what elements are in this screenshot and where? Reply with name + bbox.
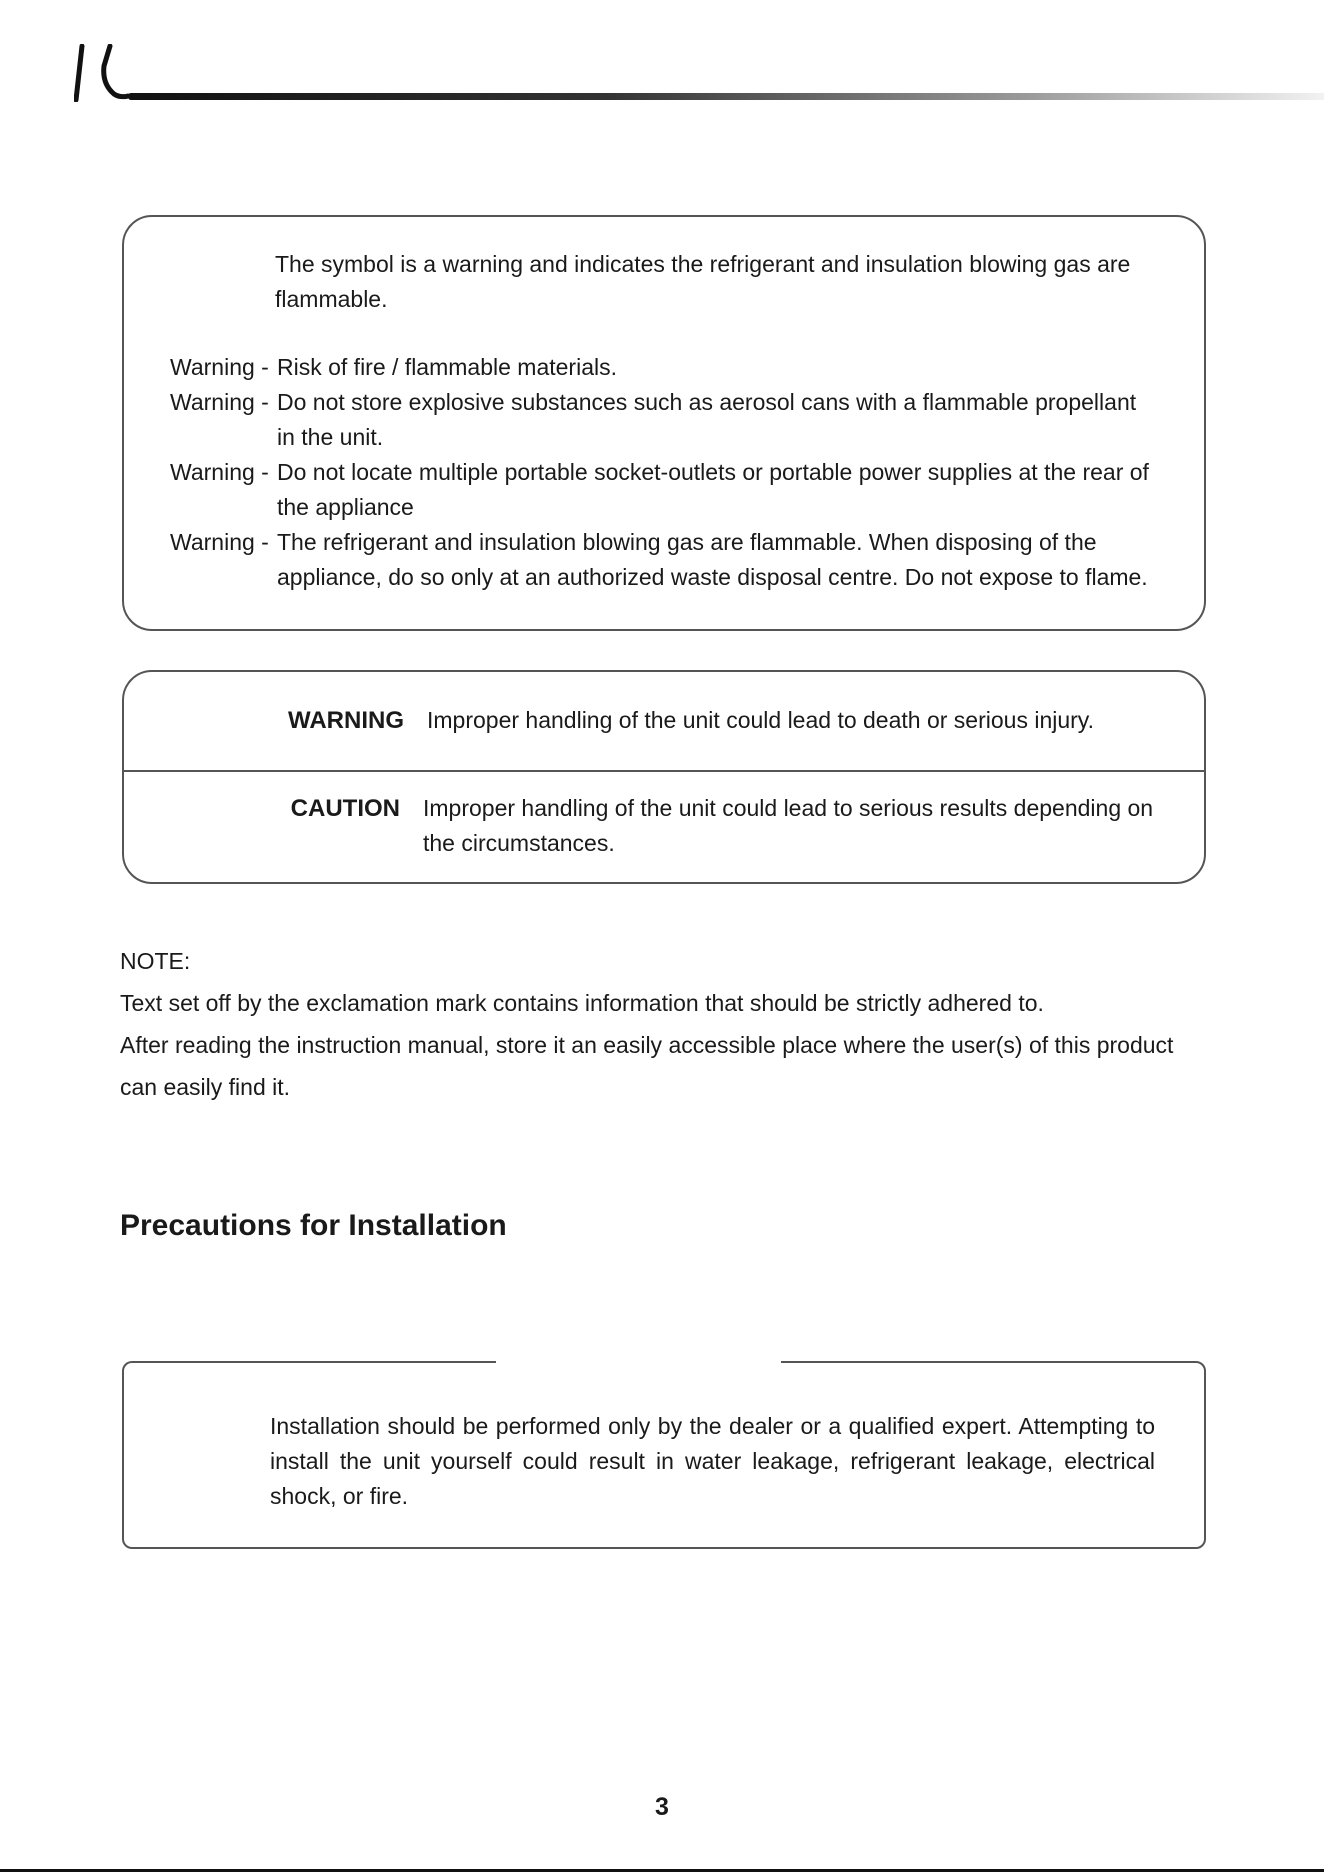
warning-signal-label: WARNING xyxy=(288,707,404,734)
warning-row xyxy=(0,385,1324,455)
note-line: After reading the instruction manual, store it an easily accessible place where the user(s) of this product xyxy=(120,1032,1174,1058)
warning-text-continued: appliance, do so only at an authorized waste disposal centre. Do not expose to flame. xyxy=(277,564,1148,590)
brand-logo-icon xyxy=(74,44,130,102)
warning-text: Do not locate multiple portable socket-outlets or portable power supplies at the rear of xyxy=(277,459,1149,485)
warning-text-continued: the appliance xyxy=(277,494,414,520)
warning-signal-text: Improper handling of the unit could lead to death or serious injury. xyxy=(427,707,1094,733)
warning-text: Risk of fire / flammable materials. xyxy=(277,354,617,380)
warning-row xyxy=(0,455,1324,525)
note-line: Text set off by the exclamation mark contains information that should be strictly adhered to. xyxy=(120,990,1044,1016)
note-title: NOTE: xyxy=(120,948,191,974)
warning-text: Do not store explosive substances such as aerosol cans with a flammable propellant xyxy=(277,389,1137,415)
page-number: 3 xyxy=(655,1793,669,1821)
header-rule xyxy=(128,93,1324,100)
flammable-symbol-intro: The symbol is a warning and indicates the refrigerant and insulation blowing gas are flammable. xyxy=(275,251,1131,312)
installation-warning-text: Installation should be performed only by the dealer or a qualified expert. Attempting to install the unit yourself could result in water leakage, refrigerant leakage, electrical shock, or fire. xyxy=(270,1413,1155,1509)
box-title-gap xyxy=(496,1355,781,1369)
note-line: can easily find it. xyxy=(120,1074,291,1100)
caution-signal-text: Improper handling of the unit could lead to serious results depending on the circumstances. xyxy=(423,795,1154,856)
warning-text-continued: in the unit. xyxy=(277,424,384,450)
signal-box-divider xyxy=(124,770,1204,772)
warning-label: Warning - xyxy=(170,459,269,485)
warning-row xyxy=(0,350,1324,385)
warning-label: Warning - xyxy=(170,354,269,380)
warning-label: Warning - xyxy=(170,529,269,555)
warning-row xyxy=(0,525,1324,595)
caution-signal-label: CAUTION xyxy=(290,795,400,822)
warning-label: Warning - xyxy=(170,389,269,415)
warning-text: The refrigerant and insulation blowing gas are flammable. When disposing of the xyxy=(277,529,1097,555)
section-heading: Precautions for Installation xyxy=(120,1209,507,1242)
